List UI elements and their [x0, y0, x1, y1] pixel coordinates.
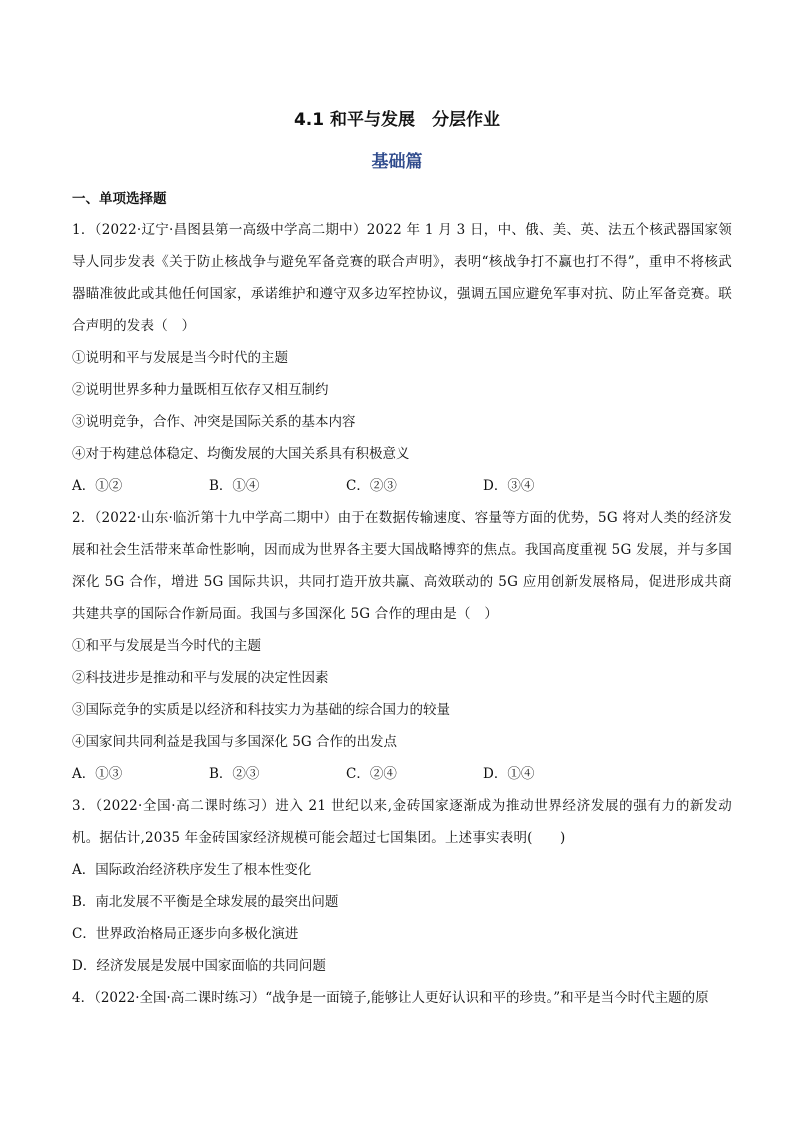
- section-heading: 一、单项选择题: [72, 191, 167, 207]
- question-1-stem: 1．（2022·辽宁·昌图县第一高级中学高二期中）2022 年 1 月 3 日，中、俄、美、英、法五个核武器国家领导人同步发表《关于防止核战争与避免军备竞赛的联合声明》，表明“核战争打不赢也打不得”，重申不将核武器瞄准彼此或其他任何国家，承诺维护和遵守双多边军控协议，强调五国应避免军事对抗、防止军备竞赛。联合声明的发表（ ）: [72, 222, 732, 334]
- page-subtitle: 基础篇: [371, 152, 423, 172]
- option-b: B．①④: [209, 478, 260, 494]
- question-1-options: [72, 470, 732, 502]
- option-d: D．①④: [483, 766, 535, 782]
- question-3-stem: 3．（2022·全国·高二课时练习）进入 21 世纪以来,金砖国家逐渐成为推动世界经济发展的强有力的新发动机。据估计,2035 年金砖国家经济规模可能会超过七国集团。上述事实表明( ): [72, 798, 732, 846]
- option-c: C．②③: [346, 478, 397, 494]
- question-3-choice-d: D．经济发展是发展中国家面临的共同问题: [72, 958, 326, 974]
- question-3-choice-c: C．世界政治格局正逐步向多极化演进: [72, 926, 299, 942]
- question-3-choice-b: B．南北发展不平衡是全球发展的最突出问题: [72, 894, 339, 910]
- option-d: D．③④: [483, 478, 535, 494]
- question-2-stem: 2．（2022·山东·临沂第十九中学高二期中）由于在数据传输速度、容量等方面的优势，5G 将对人类的经济发展和社会生活带来革命性影响，因而成为世界各主要大国战略博弈的焦点。我国高度重视 5G 发展，并与多国深化 5G 合作，增进 5G 国际共识，共同打造开放共赢、高效联动的 5G 应用创新发展格局，促进形成共商共建共享的国际合作新局面。我国与多国深化 5G 合作的理由是（ ）: [72, 510, 732, 622]
- option-a: A．①③: [72, 766, 123, 782]
- option-c: C．②④: [346, 766, 397, 782]
- question-list: [72, 214, 732, 1014]
- question-1-item-1: ①说明和平与发展是当今时代的主题: [72, 350, 288, 366]
- question-2-item-4: ④国家间共同利益是我国与多国深化 5G 合作的出发点: [72, 734, 397, 750]
- question-2-item-2: ②科技进步是推动和平与发展的决定性因素: [72, 670, 329, 686]
- question-4-stem: 4．（2022·全国·高二课时练习）“战争是一面镜子,能够让人更好认识和平的珍贵。”和平是当今时代主题的原: [72, 990, 709, 1006]
- question-2-options: [72, 758, 732, 790]
- question-1-item-2: ②说明世界多种力量既相互依存又相互制约: [72, 382, 329, 398]
- question-2-item-3: ③国际竞争的实质是以经济和科技实力为基础的综合国力的较量: [72, 702, 450, 718]
- question-1-item-4: ④对于构建总体稳定、均衡发展的大国关系具有积极意义: [72, 446, 410, 462]
- question-1-item-3: ③说明竞争，合作、冲突是国际关系的基本内容: [72, 414, 356, 430]
- question-2-item-1: ①和平与发展是当今时代的主题: [72, 638, 261, 654]
- option-b: B．②③: [209, 766, 260, 782]
- page-title: 4.1 和平与发展 分层作业: [293, 110, 501, 130]
- option-a: A．①②: [72, 478, 123, 494]
- question-3-choice-a: A．国际政治经济秩序发生了根本性变化: [72, 862, 312, 878]
